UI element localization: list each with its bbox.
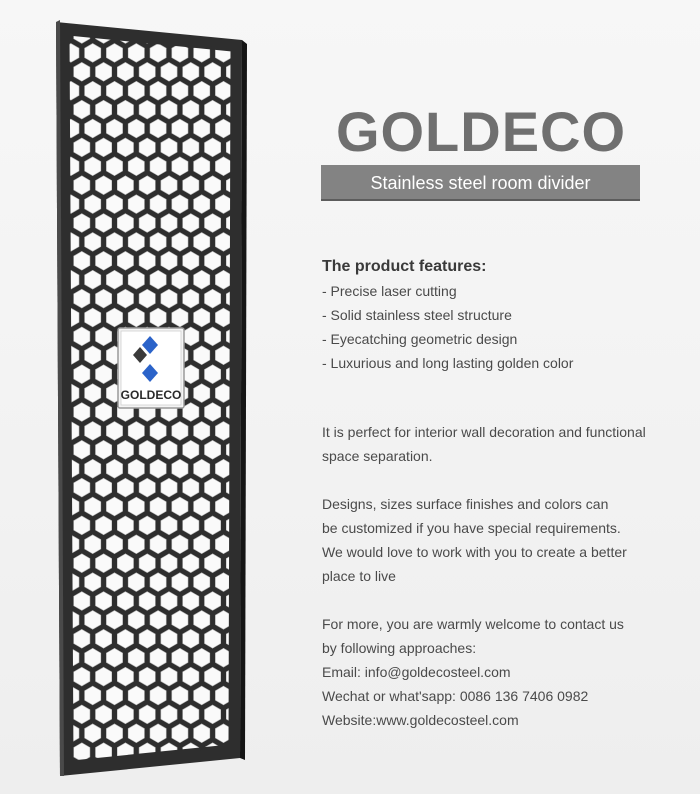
contact-line: For more, you are warmly welcome to contact us: [322, 616, 624, 632]
brand-title: GOLDECO: [335, 100, 627, 163]
room-divider-panel-image: [0, 0, 300, 794]
logo-text: GOLDECO: [120, 388, 182, 402]
goldeco-logo-plate: [118, 328, 184, 408]
feature-item: - Luxurious and long lasting golden color: [322, 355, 574, 371]
description-paragraph: [322, 420, 692, 468]
features-section: [322, 255, 692, 375]
contact-email: Email: info@goldecosteel.com: [322, 664, 511, 680]
subtitle-banner: Stainless steel room divider: [321, 165, 640, 201]
contact-website: Website:www.goldecosteel.com: [322, 712, 519, 728]
description-line: space separation.: [322, 448, 433, 464]
description-line: It is perfect for interior wall decoration and functional: [322, 424, 646, 440]
customization-paragraph: [322, 492, 692, 588]
contact-section: [322, 612, 692, 732]
feature-item: - Solid stainless steel structure: [322, 307, 512, 323]
customization-line: place to live: [322, 568, 396, 584]
feature-item: - Eyecatching geometric design: [322, 331, 518, 347]
feature-item: - Precise laser cutting: [322, 283, 457, 299]
contact-wechat: Wechat or what'sapp: 0086 136 7406 0982: [322, 688, 589, 704]
features-heading: The product features:: [322, 258, 487, 275]
customization-line: Designs, sizes surface finishes and colors can: [322, 496, 609, 512]
customization-line: We would love to work with you to create a better: [322, 544, 627, 560]
contact-line: by following approaches:: [322, 640, 477, 656]
customization-line: be customized if you have special requirements.: [322, 520, 621, 536]
